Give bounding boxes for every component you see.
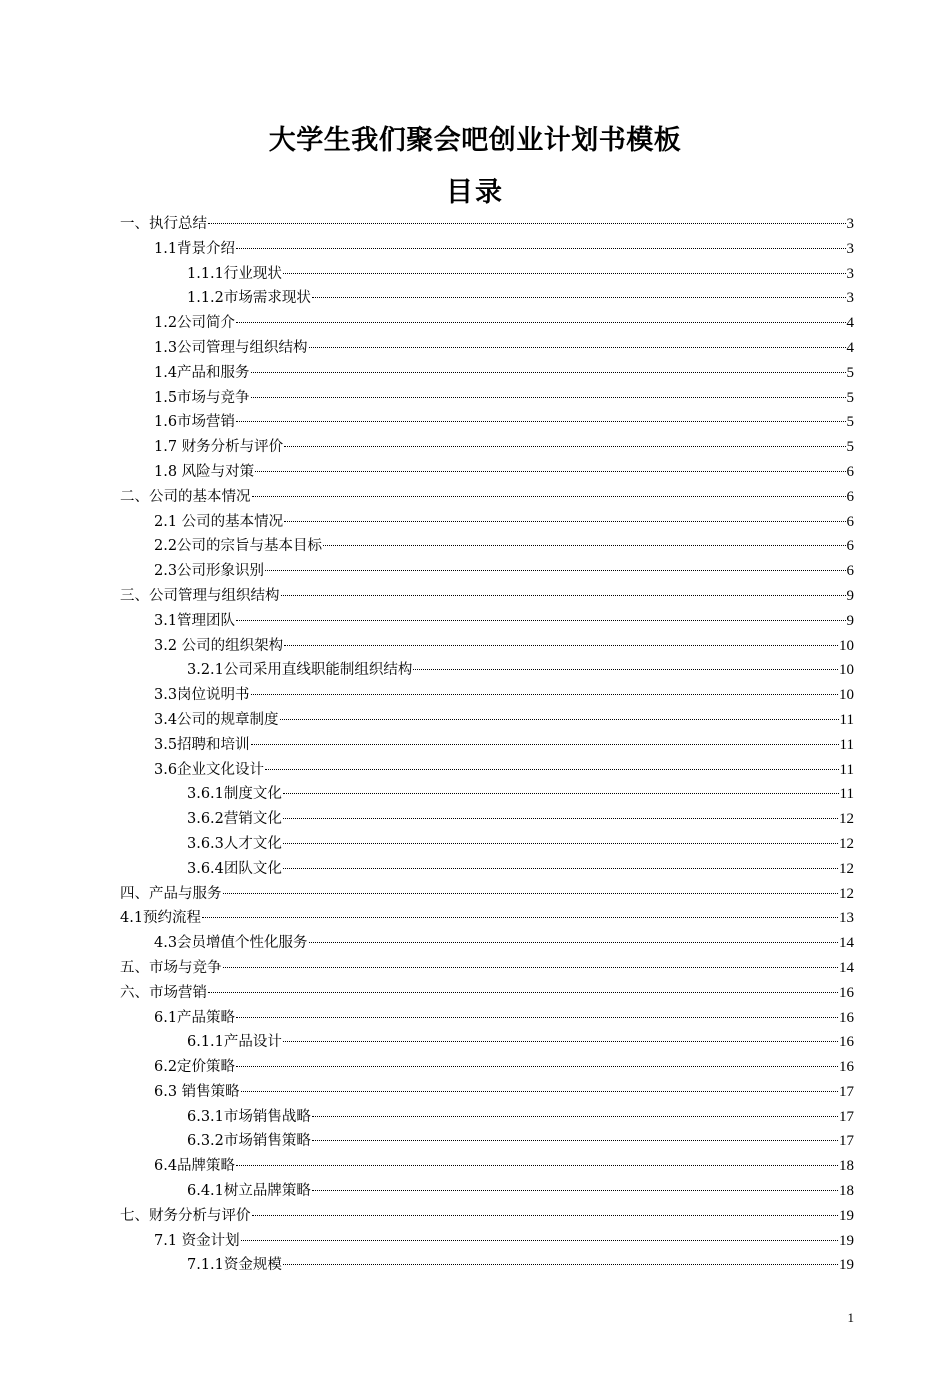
toc-dot-leader <box>283 868 838 869</box>
toc-entry-page: 4 <box>846 315 854 332</box>
toc-entry[interactable] <box>120 956 854 981</box>
toc-entry[interactable] <box>120 510 854 535</box>
toc-entry-page: 9 <box>846 612 854 629</box>
toc-entry-page: 14 <box>839 935 854 952</box>
toc-entry[interactable] <box>120 882 854 907</box>
toc-entry-page: 11 <box>839 736 854 753</box>
toc-entry-page: 3 <box>846 216 854 232</box>
toc-dot-leader <box>236 620 845 621</box>
toc-dot-leader <box>251 372 846 373</box>
toc-entry-label: 1.6市场营销 <box>154 414 236 431</box>
toc-entry-label: 6.1产品策略 <box>154 1009 236 1026</box>
toc-entry-label: 6.3.1市场销售战略 <box>187 1108 311 1125</box>
toc-dot-leader <box>312 297 846 298</box>
toc-entry-page: 18 <box>839 1158 854 1175</box>
toc-entry[interactable] <box>120 286 854 311</box>
toc-entry-label: 三、公司管理与组织结构 <box>120 587 280 604</box>
toc-entry-label: 6.4.1树立品牌策略 <box>187 1183 311 1200</box>
toc-entry[interactable] <box>120 931 854 956</box>
toc-entry-label: 3.6企业文化设计 <box>154 761 265 778</box>
toc-entry-page: 3 <box>846 240 854 257</box>
toc-entry-label: 四、产品与服务 <box>120 885 222 902</box>
toc-entry[interactable] <box>120 435 854 460</box>
toc-entry-label: 7.1.1资金规模 <box>187 1257 282 1274</box>
toc-dot-leader <box>236 421 845 422</box>
toc-entry-page: 19 <box>839 1207 854 1224</box>
toc-dot-leader <box>283 843 838 844</box>
toc-entry-page: 11 <box>839 786 854 803</box>
toc-entry-label: 2.1 公司的基本情况 <box>154 513 284 530</box>
toc-entry-page: 17 <box>839 1083 854 1100</box>
toc-dot-leader <box>281 595 846 596</box>
toc-entry[interactable] <box>120 336 854 361</box>
toc-dot-leader <box>283 818 838 819</box>
toc-entry[interactable] <box>120 857 854 882</box>
toc-dot-leader <box>309 347 846 348</box>
toc-entry[interactable] <box>120 683 854 708</box>
document-title: 大学生我们聚会吧创业计划书模板 <box>268 125 682 156</box>
toc-entry-page: 12 <box>839 885 854 902</box>
toc-dot-leader <box>236 1017 838 1018</box>
toc-dot-leader <box>312 1140 838 1141</box>
toc-dot-leader <box>309 942 838 943</box>
toc-entry-label: 4.1预约流程 <box>120 910 202 927</box>
toc-entry-page: 5 <box>846 364 854 381</box>
toc-entry-label: 4.3会员增值个性化服务 <box>154 935 308 952</box>
toc-entry-page: 3 <box>846 290 854 307</box>
toc-entry-page: 6 <box>846 563 854 580</box>
toc-entry-label: 6.2定价策略 <box>154 1059 236 1076</box>
toc-entry-label: 6.1.1产品设计 <box>187 1034 282 1051</box>
toc-dot-leader <box>252 496 846 497</box>
toc-entry[interactable] <box>120 1204 854 1229</box>
toc-dot-leader <box>223 893 839 894</box>
toc-entry-page: 19 <box>839 1232 854 1249</box>
toc-entry-label: 1.1.1行业现状 <box>187 265 282 282</box>
toc-entry-page: 5 <box>846 389 854 406</box>
toc-dot-leader <box>223 967 839 968</box>
toc-dot-leader <box>265 769 838 770</box>
toc-entry[interactable] <box>120 237 854 262</box>
toc-dot-leader <box>265 570 845 571</box>
toc-entry-label: 六、市场营销 <box>120 984 207 1001</box>
toc-entry-label: 五、市场与竞争 <box>120 959 222 976</box>
toc-entry[interactable] <box>120 485 854 510</box>
toc-dot-leader <box>284 521 845 522</box>
toc-dot-leader <box>208 992 838 993</box>
toc-dot-leader <box>236 1066 838 1067</box>
toc-entry-label: 2.2公司的宗旨与基本目标 <box>154 538 323 555</box>
toc-entry[interactable] <box>120 906 854 931</box>
toc-dot-leader <box>236 1165 838 1166</box>
toc-heading: 目录 <box>446 177 504 208</box>
toc-entry-page: 12 <box>839 811 854 828</box>
toc-entry-page: 4 <box>846 339 854 356</box>
toc-dot-leader <box>251 694 838 695</box>
toc-entry[interactable] <box>120 559 854 584</box>
toc-entry-label: 6.4品牌策略 <box>154 1158 236 1175</box>
toc-entry-label: 1.5市场与竞争 <box>154 389 250 406</box>
toc-dot-leader <box>284 645 838 646</box>
toc-entry[interactable] <box>120 658 854 683</box>
toc-entry[interactable] <box>120 609 854 634</box>
toc-entry-label: 3.2 公司的组织架构 <box>154 637 284 654</box>
toc-entry-label: 3.2.1公司采用直线职能制组织结构 <box>187 662 413 679</box>
toc-dot-leader <box>251 397 846 398</box>
toc-entry[interactable] <box>120 782 854 807</box>
toc-entry[interactable] <box>120 262 854 287</box>
toc-dot-leader <box>284 446 845 447</box>
toc-entry-label: 1.1背景介绍 <box>154 240 236 257</box>
toc-entry-page: 11 <box>839 761 854 778</box>
toc-entry[interactable] <box>120 733 854 758</box>
toc-dot-leader <box>255 471 845 472</box>
toc-entry[interactable] <box>120 386 854 411</box>
toc-dot-leader <box>312 1190 838 1191</box>
toc-entry-page: 12 <box>839 835 854 852</box>
toc-entry-page: 16 <box>839 984 854 1001</box>
toc-entry-page: 10 <box>839 687 854 704</box>
toc-entry-label: 3.6.4团队文化 <box>187 860 282 877</box>
toc-dot-leader <box>236 248 845 249</box>
toc-dot-leader <box>251 744 839 745</box>
page-number: 1 <box>847 1310 854 1325</box>
toc-entry-label: 1.1.2市场需求现状 <box>187 290 311 307</box>
toc-dot-leader <box>202 917 838 918</box>
toc-entry-label: 1.8 风险与对策 <box>154 463 255 480</box>
toc-entry-label: 1.3公司管理与组织结构 <box>154 339 308 356</box>
toc-entry-page: 6 <box>846 513 854 530</box>
toc-entry[interactable] <box>120 1229 854 1254</box>
toc-entry-page: 12 <box>839 860 854 877</box>
toc-dot-leader <box>208 223 846 224</box>
toc-entry-page: 16 <box>839 1034 854 1051</box>
toc-entry-page: 6 <box>846 538 854 555</box>
toc-entry-label: 1.4产品和服务 <box>154 364 250 381</box>
toc-entry-page: 10 <box>839 637 854 654</box>
toc-entry[interactable] <box>120 1129 854 1154</box>
toc-entry[interactable] <box>120 311 854 336</box>
toc-entry[interactable] <box>120 1179 854 1204</box>
toc-entry[interactable] <box>120 634 854 659</box>
toc-dot-leader <box>283 273 846 274</box>
toc-entry-label: 1.2公司简介 <box>154 315 236 332</box>
toc-entry-page: 18 <box>839 1183 854 1200</box>
toc-dot-leader <box>312 1116 838 1117</box>
toc-entry-page: 11 <box>839 711 854 728</box>
toc-entry-label: 3.4公司的规章制度 <box>154 711 279 728</box>
toc-entry[interactable] <box>120 1105 854 1130</box>
toc-entry[interactable] <box>120 708 854 733</box>
toc-entry-label: 7.1 资金计划 <box>154 1232 240 1249</box>
toc-entry-page: 16 <box>839 1059 854 1076</box>
toc-entry[interactable] <box>120 807 854 832</box>
toc-dot-leader <box>283 1041 838 1042</box>
toc-dot-leader <box>280 719 839 720</box>
toc-entry-label: 3.1管理团队 <box>154 612 236 629</box>
toc-dot-leader <box>241 1240 838 1241</box>
toc-entry-label: 一、执行总结 <box>120 216 207 232</box>
toc-dot-leader <box>241 1091 838 1092</box>
toc-entry-label: 2.3公司形象识别 <box>154 563 265 580</box>
toc-entry-label: 3.6.1制度文化 <box>187 786 282 803</box>
toc-entry-page: 17 <box>839 1108 854 1125</box>
toc-entry[interactable] <box>120 212 854 237</box>
toc-dot-leader <box>323 545 845 546</box>
toc-entry[interactable] <box>120 584 854 609</box>
toc-entry-label: 3.6.3人才文化 <box>187 835 282 852</box>
toc-entry-label: 二、公司的基本情况 <box>120 488 251 505</box>
toc-entry[interactable] <box>120 534 854 559</box>
toc-entry-page: 5 <box>846 439 854 456</box>
toc-dot-leader <box>283 1264 838 1265</box>
toc-dot-leader <box>252 1215 839 1216</box>
toc-entry-page: 9 <box>846 587 854 604</box>
toc-entry[interactable] <box>120 1006 854 1031</box>
toc-entry[interactable] <box>120 758 854 783</box>
toc-entry-page: 6 <box>846 463 854 480</box>
toc-entry[interactable] <box>120 361 854 386</box>
toc-dot-leader <box>283 793 839 794</box>
toc-entry[interactable] <box>120 410 854 435</box>
toc-entry-page: 6 <box>846 488 854 505</box>
toc-entry[interactable] <box>120 1154 854 1179</box>
toc-dot-leader <box>236 322 845 323</box>
toc-entry-page: 14 <box>839 959 854 976</box>
toc-entry[interactable] <box>120 832 854 857</box>
toc-entry-page: 5 <box>846 414 854 431</box>
toc-entry[interactable] <box>120 981 854 1006</box>
toc-entry[interactable] <box>120 1253 854 1278</box>
toc-entry-label: 6.3 销售策略 <box>154 1083 240 1100</box>
toc-entry[interactable] <box>120 1030 854 1055</box>
toc-entry-page: 16 <box>839 1009 854 1026</box>
toc-entry-label: 6.3.2市场销售策略 <box>187 1133 311 1150</box>
toc-entry-label: 七、财务分析与评价 <box>120 1207 251 1224</box>
toc-entry[interactable] <box>120 1055 854 1080</box>
toc-entry-page: 19 <box>839 1257 854 1274</box>
toc-entry-label: 3.6.2营销文化 <box>187 811 282 828</box>
toc-entry-page: 10 <box>839 662 854 679</box>
table-of-contents <box>120 212 854 1278</box>
toc-entry-label: 1.7 财务分析与评价 <box>154 439 284 456</box>
toc-entry-page: 13 <box>839 910 854 927</box>
toc-entry-label: 3.3岗位说明书 <box>154 687 250 704</box>
toc-entry[interactable] <box>120 1080 854 1105</box>
toc-entry-page: 3 <box>846 265 854 282</box>
toc-entry[interactable] <box>120 460 854 485</box>
toc-entry-page: 17 <box>839 1133 854 1150</box>
toc-entry-label: 3.5招聘和培训 <box>154 736 250 753</box>
toc-dot-leader <box>413 669 838 670</box>
